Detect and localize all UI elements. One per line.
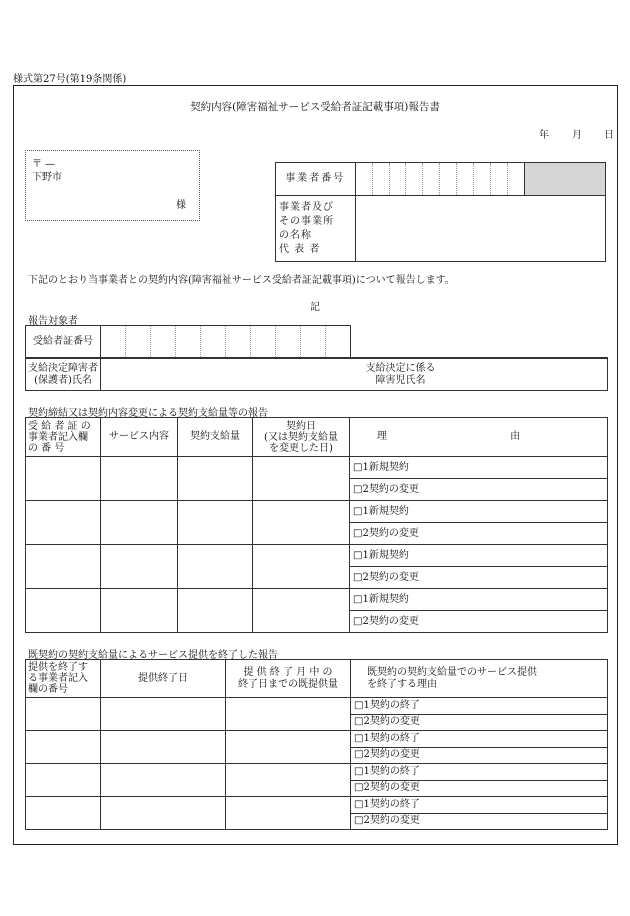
reason-new-checkbox[interactable] bbox=[350, 501, 608, 523]
cert-number-cell[interactable] bbox=[201, 326, 226, 358]
entry-cell[interactable] bbox=[101, 731, 226, 764]
guardian-name-label bbox=[26, 359, 101, 391]
end-reason-change-checkbox[interactable] bbox=[351, 714, 608, 731]
child-name-label-1: 支給決定に係る bbox=[365, 362, 436, 374]
entry-cell[interactable] bbox=[101, 589, 178, 633]
reason-change-checkbox[interactable] bbox=[350, 523, 608, 545]
entry-cell[interactable] bbox=[178, 457, 253, 501]
provider-name-label-4: 代 表 者 bbox=[279, 243, 321, 255]
col-contract-date-2: (又は契約支給量 bbox=[264, 431, 338, 443]
provider-number-cell[interactable] bbox=[508, 163, 525, 196]
cert-number-cell[interactable] bbox=[126, 326, 151, 358]
page-title: 契約内容(障害福祉サービス受給者証記載事項)報告書 bbox=[190, 101, 440, 113]
entry-cell[interactable] bbox=[226, 797, 351, 830]
col-provided-amount-2: 終了日までの既提供量 bbox=[238, 678, 338, 690]
provider-number-cell[interactable] bbox=[372, 163, 389, 196]
blank-cell bbox=[351, 326, 608, 358]
provider-name-label-1: 事業者及び bbox=[279, 201, 334, 213]
end-reason-end-label: 1契約の終了 bbox=[363, 798, 420, 810]
reason-new-label: 1新規契約 bbox=[362, 549, 409, 561]
col-contract-date bbox=[253, 418, 350, 457]
end-reason-end-label: 1契約の終了 bbox=[363, 765, 420, 777]
provider-table bbox=[275, 162, 606, 262]
provider-number-cell[interactable] bbox=[355, 163, 372, 196]
cert-number-cell[interactable] bbox=[251, 326, 276, 358]
guardian-name-label-2: (保護者)氏名 bbox=[34, 374, 92, 386]
addressee-honorific: 様 bbox=[176, 200, 186, 211]
addressee-city: 下野市 bbox=[32, 172, 62, 183]
section2-heading: 契約締結又は契約内容変更による契約支給量等の報告 bbox=[28, 408, 268, 419]
termination-table bbox=[25, 659, 608, 830]
form-number: 様式第27号(第19条関係) bbox=[13, 74, 127, 85]
reason-change-label: 2契約の変更 bbox=[362, 615, 419, 627]
guardian-table bbox=[25, 358, 608, 391]
col-end-reason-2: を終了する理由 bbox=[367, 678, 437, 690]
entry-cell[interactable] bbox=[26, 589, 101, 633]
provider-name-label bbox=[276, 196, 356, 262]
entry-cell[interactable] bbox=[101, 698, 226, 731]
entry-cell[interactable] bbox=[26, 797, 101, 830]
entry-cell[interactable] bbox=[226, 764, 351, 797]
intro-text: 下記のとおり当事業者との契約内容(障害福祉サービス受給者証記載事項)について報告します。 bbox=[28, 275, 455, 286]
reason-change-checkbox[interactable] bbox=[350, 567, 608, 589]
col-contract-date-1: 契約日 bbox=[286, 420, 316, 432]
provider-name-field[interactable] bbox=[355, 196, 605, 262]
guardian-name-label-1: 支給決定障害者 bbox=[28, 362, 98, 374]
child-name-label-2: 障害児氏名 bbox=[375, 374, 426, 386]
provider-number-cell[interactable] bbox=[440, 163, 457, 196]
provider-number-cell[interactable] bbox=[406, 163, 423, 196]
recipient-table bbox=[25, 325, 608, 358]
col-provided-amount bbox=[226, 660, 351, 698]
cert-number-cell[interactable] bbox=[226, 326, 251, 358]
cert-number-cell[interactable] bbox=[276, 326, 301, 358]
entry-cell[interactable] bbox=[26, 764, 101, 797]
entry-cell[interactable] bbox=[253, 545, 350, 589]
entry-cell[interactable] bbox=[253, 457, 350, 501]
col-reason: 理 由 bbox=[350, 418, 608, 457]
reason-change-label: 2契約の変更 bbox=[362, 527, 419, 539]
end-reason-end-checkbox[interactable] bbox=[351, 797, 608, 814]
col-end-reason-1: 既契約の契約支給量でのサービス提供 bbox=[367, 666, 537, 678]
end-reason-change-checkbox[interactable] bbox=[351, 813, 608, 830]
col-term-entry-3: 欄の番号 bbox=[28, 684, 68, 695]
entry-cell[interactable] bbox=[26, 501, 101, 545]
entry-cell[interactable] bbox=[178, 589, 253, 633]
reason-new-checkbox[interactable] bbox=[350, 545, 608, 567]
provider-number-cell[interactable] bbox=[423, 163, 440, 196]
date-year: 年 bbox=[539, 130, 549, 141]
end-reason-change-checkbox[interactable] bbox=[351, 780, 608, 797]
provider-name-label-3: の名称 bbox=[279, 229, 312, 241]
postal-code: 〒 — bbox=[32, 159, 56, 170]
reason-new-label: 1新規契約 bbox=[362, 505, 409, 517]
cert-number-label: 受給者証番号 bbox=[26, 326, 101, 358]
col-provided-amount-1: 提 供 終 了 月 中 の bbox=[243, 666, 333, 678]
entry-cell[interactable] bbox=[178, 545, 253, 589]
cert-number-cell[interactable] bbox=[176, 326, 201, 358]
date-day: 日 bbox=[604, 130, 614, 141]
provider-number-cell[interactable] bbox=[474, 163, 491, 196]
col-cert-entry-1: 受 給 者 証 の bbox=[28, 420, 91, 432]
date-month: 月 bbox=[572, 130, 582, 141]
provider-number-cell[interactable] bbox=[491, 163, 508, 196]
cert-number-cell[interactable] bbox=[301, 326, 326, 358]
reason-new-checkbox[interactable] bbox=[350, 457, 608, 479]
reason-new-label: 1新規契約 bbox=[362, 461, 409, 473]
entry-cell[interactable] bbox=[226, 731, 351, 764]
col-cert-entry-2: 事業者記入欄 bbox=[28, 431, 88, 443]
end-reason-change-label: 2契約の変更 bbox=[363, 815, 420, 827]
entry-cell[interactable] bbox=[26, 698, 101, 731]
section1-heading: 報告対象者 bbox=[28, 316, 78, 327]
cert-number-cell[interactable] bbox=[151, 326, 176, 358]
col-service: サービス内容 bbox=[101, 418, 178, 457]
reason-new-checkbox[interactable] bbox=[350, 589, 608, 611]
provider-number-cell[interactable] bbox=[457, 163, 474, 196]
guardian-name-field[interactable] bbox=[101, 359, 351, 391]
end-reason-end-checkbox[interactable] bbox=[351, 698, 608, 715]
reason-change-checkbox[interactable] bbox=[350, 611, 608, 633]
ki-heading: 記 bbox=[310, 302, 320, 313]
entry-cell[interactable] bbox=[26, 731, 101, 764]
end-reason-end-checkbox[interactable] bbox=[351, 764, 608, 781]
col-term-entry-2: る事業者記入 bbox=[28, 673, 88, 684]
entry-cell[interactable] bbox=[178, 501, 253, 545]
child-name-label bbox=[351, 359, 451, 391]
reason-change-label: 2契約の変更 bbox=[362, 483, 419, 495]
end-reason-change-checkbox[interactable] bbox=[351, 747, 608, 764]
entry-cell[interactable] bbox=[101, 764, 226, 797]
provider-number-shaded bbox=[525, 163, 606, 196]
col-end-reason bbox=[351, 660, 608, 698]
provider-number-cell[interactable] bbox=[389, 163, 406, 196]
section3-heading: 既契約の契約支給量によるサービス提供を終了した報告 bbox=[28, 650, 278, 661]
entry-cell[interactable] bbox=[101, 797, 226, 830]
entry-cell[interactable] bbox=[226, 698, 351, 731]
entry-cell[interactable] bbox=[253, 589, 350, 633]
entry-cell[interactable] bbox=[253, 501, 350, 545]
col-contract-date-3: を変更した日) bbox=[269, 442, 333, 454]
end-reason-end-label: 1契約の終了 bbox=[363, 699, 420, 711]
provider-number-label: 事業者番号 bbox=[276, 163, 356, 196]
col-term-entry bbox=[26, 660, 101, 698]
end-reason-change-label: 2契約の変更 bbox=[363, 782, 420, 794]
end-reason-change-label: 2契約の変更 bbox=[363, 749, 420, 761]
cert-number-cell[interactable] bbox=[326, 326, 351, 358]
child-name-field[interactable] bbox=[451, 359, 608, 391]
provider-name-label-2: その事業所 bbox=[279, 215, 334, 227]
col-end-date: 提供終了日 bbox=[101, 660, 226, 698]
end-reason-end-label: 1契約の終了 bbox=[363, 732, 420, 744]
entry-cell[interactable] bbox=[101, 545, 178, 589]
entry-cell[interactable] bbox=[26, 545, 101, 589]
end-reason-change-label: 2契約の変更 bbox=[363, 716, 420, 728]
reason-new-label: 1新規契約 bbox=[362, 593, 409, 605]
cert-number-cell[interactable] bbox=[101, 326, 126, 358]
entry-cell[interactable] bbox=[101, 501, 178, 545]
entry-cell[interactable] bbox=[101, 457, 178, 501]
col-amount: 契約支給量 bbox=[178, 418, 253, 457]
reason-change-checkbox[interactable] bbox=[350, 479, 608, 501]
addressee-box bbox=[25, 150, 200, 221]
contract-table bbox=[25, 417, 608, 633]
end-reason-end-checkbox[interactable] bbox=[351, 731, 608, 748]
entry-cell[interactable] bbox=[26, 457, 101, 501]
col-cert-entry-3: の 番 号 bbox=[28, 442, 65, 454]
col-cert-entry bbox=[26, 418, 101, 457]
reason-change-label: 2契約の変更 bbox=[362, 571, 419, 583]
col-term-entry-1: 提供を終了す bbox=[28, 662, 88, 673]
